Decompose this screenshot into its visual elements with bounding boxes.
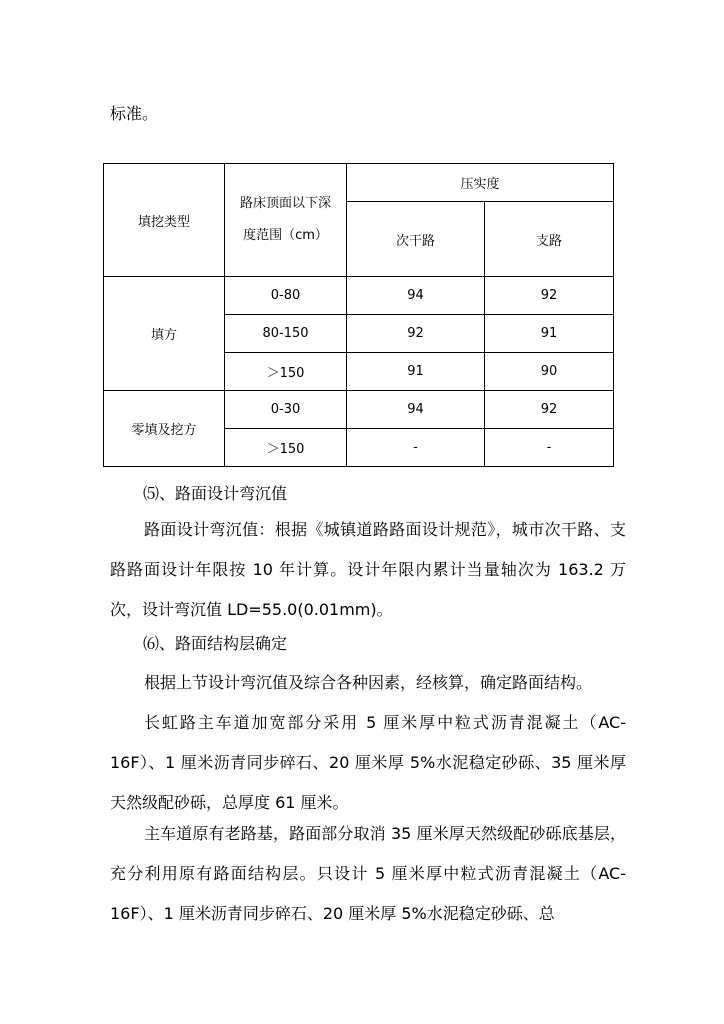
section-6-body-3: 主车道原有老路基，路面部分取消 35 厘米厚天然级配砂砾底基层，充分利用原有路面结构层。只设计 5 厘米厚中粒式沥青混凝土（AC-16F）、1 厘米沥青同步碎石、20 厘米厚 5%水泥稳定砂砾、总: [110, 824, 626, 923]
depth-cell: 0-30: [225, 391, 347, 429]
header-depth-line2: 度范围（cm）: [243, 228, 328, 243]
top-text: 标准。: [110, 104, 159, 123]
secondary-value: 94: [347, 277, 485, 315]
branch-value: 91: [485, 315, 614, 353]
branch-value: 90: [485, 353, 614, 391]
header-secondary-road: 次干路: [347, 202, 485, 277]
section-6-heading: ⑹、路面结构层确定: [143, 634, 288, 653]
secondary-value: 92: [347, 315, 485, 353]
branch-value: 92: [485, 277, 614, 315]
table-row: [104, 277, 614, 315]
compaction-table: [103, 163, 614, 467]
header-depth-range: [225, 164, 347, 277]
secondary-value: -: [347, 429, 485, 467]
branch-value: -: [485, 429, 614, 467]
depth-cell: 80-150: [225, 315, 347, 353]
group-type-zero-fill-cut: 零填及挖方: [104, 391, 225, 467]
header-compaction: 压实度: [347, 164, 614, 202]
group-type-fill: 填方: [104, 277, 225, 391]
section-5-heading: ⑸、路面设计弯沉值: [143, 484, 288, 503]
depth-cell: ＞150: [225, 353, 347, 391]
depth-cell: 0-80: [225, 277, 347, 315]
section-5-body: 路面设计弯沉值：根据《城镇道路路面设计规范》，城市次干路、支路路面设计年限按 10 年计算。设计年限内累计当量轴次为 163.2 万次，设计弯沉值 LD=55.0(0.01mm)。: [110, 520, 626, 619]
header-depth-line1: 路床顶面以下深: [239, 196, 331, 211]
table-row: [104, 391, 614, 429]
secondary-value: 94: [347, 391, 485, 429]
branch-value: 92: [485, 391, 614, 429]
section-6-body-2: 长虹路主车道加宽部分采用 5 厘米厚中粒式沥青混凝土（AC-16F）、1 厘米沥青同步碎石、20 厘米厚 5%水泥稳定砂砾、35 厘米厚天然级配砂砾，总厚度 61 厘米。: [110, 713, 626, 812]
secondary-value: 91: [347, 353, 485, 391]
header-branch-road: 支路: [485, 202, 614, 277]
section-6-body-1: 根据上节设计弯沉值及综合各种因素，经核算，确定路面结构。: [144, 673, 593, 692]
header-fill-type: 填挖类型: [104, 164, 225, 277]
depth-cell: ＞150: [225, 429, 347, 467]
table-header-row: [104, 164, 614, 202]
